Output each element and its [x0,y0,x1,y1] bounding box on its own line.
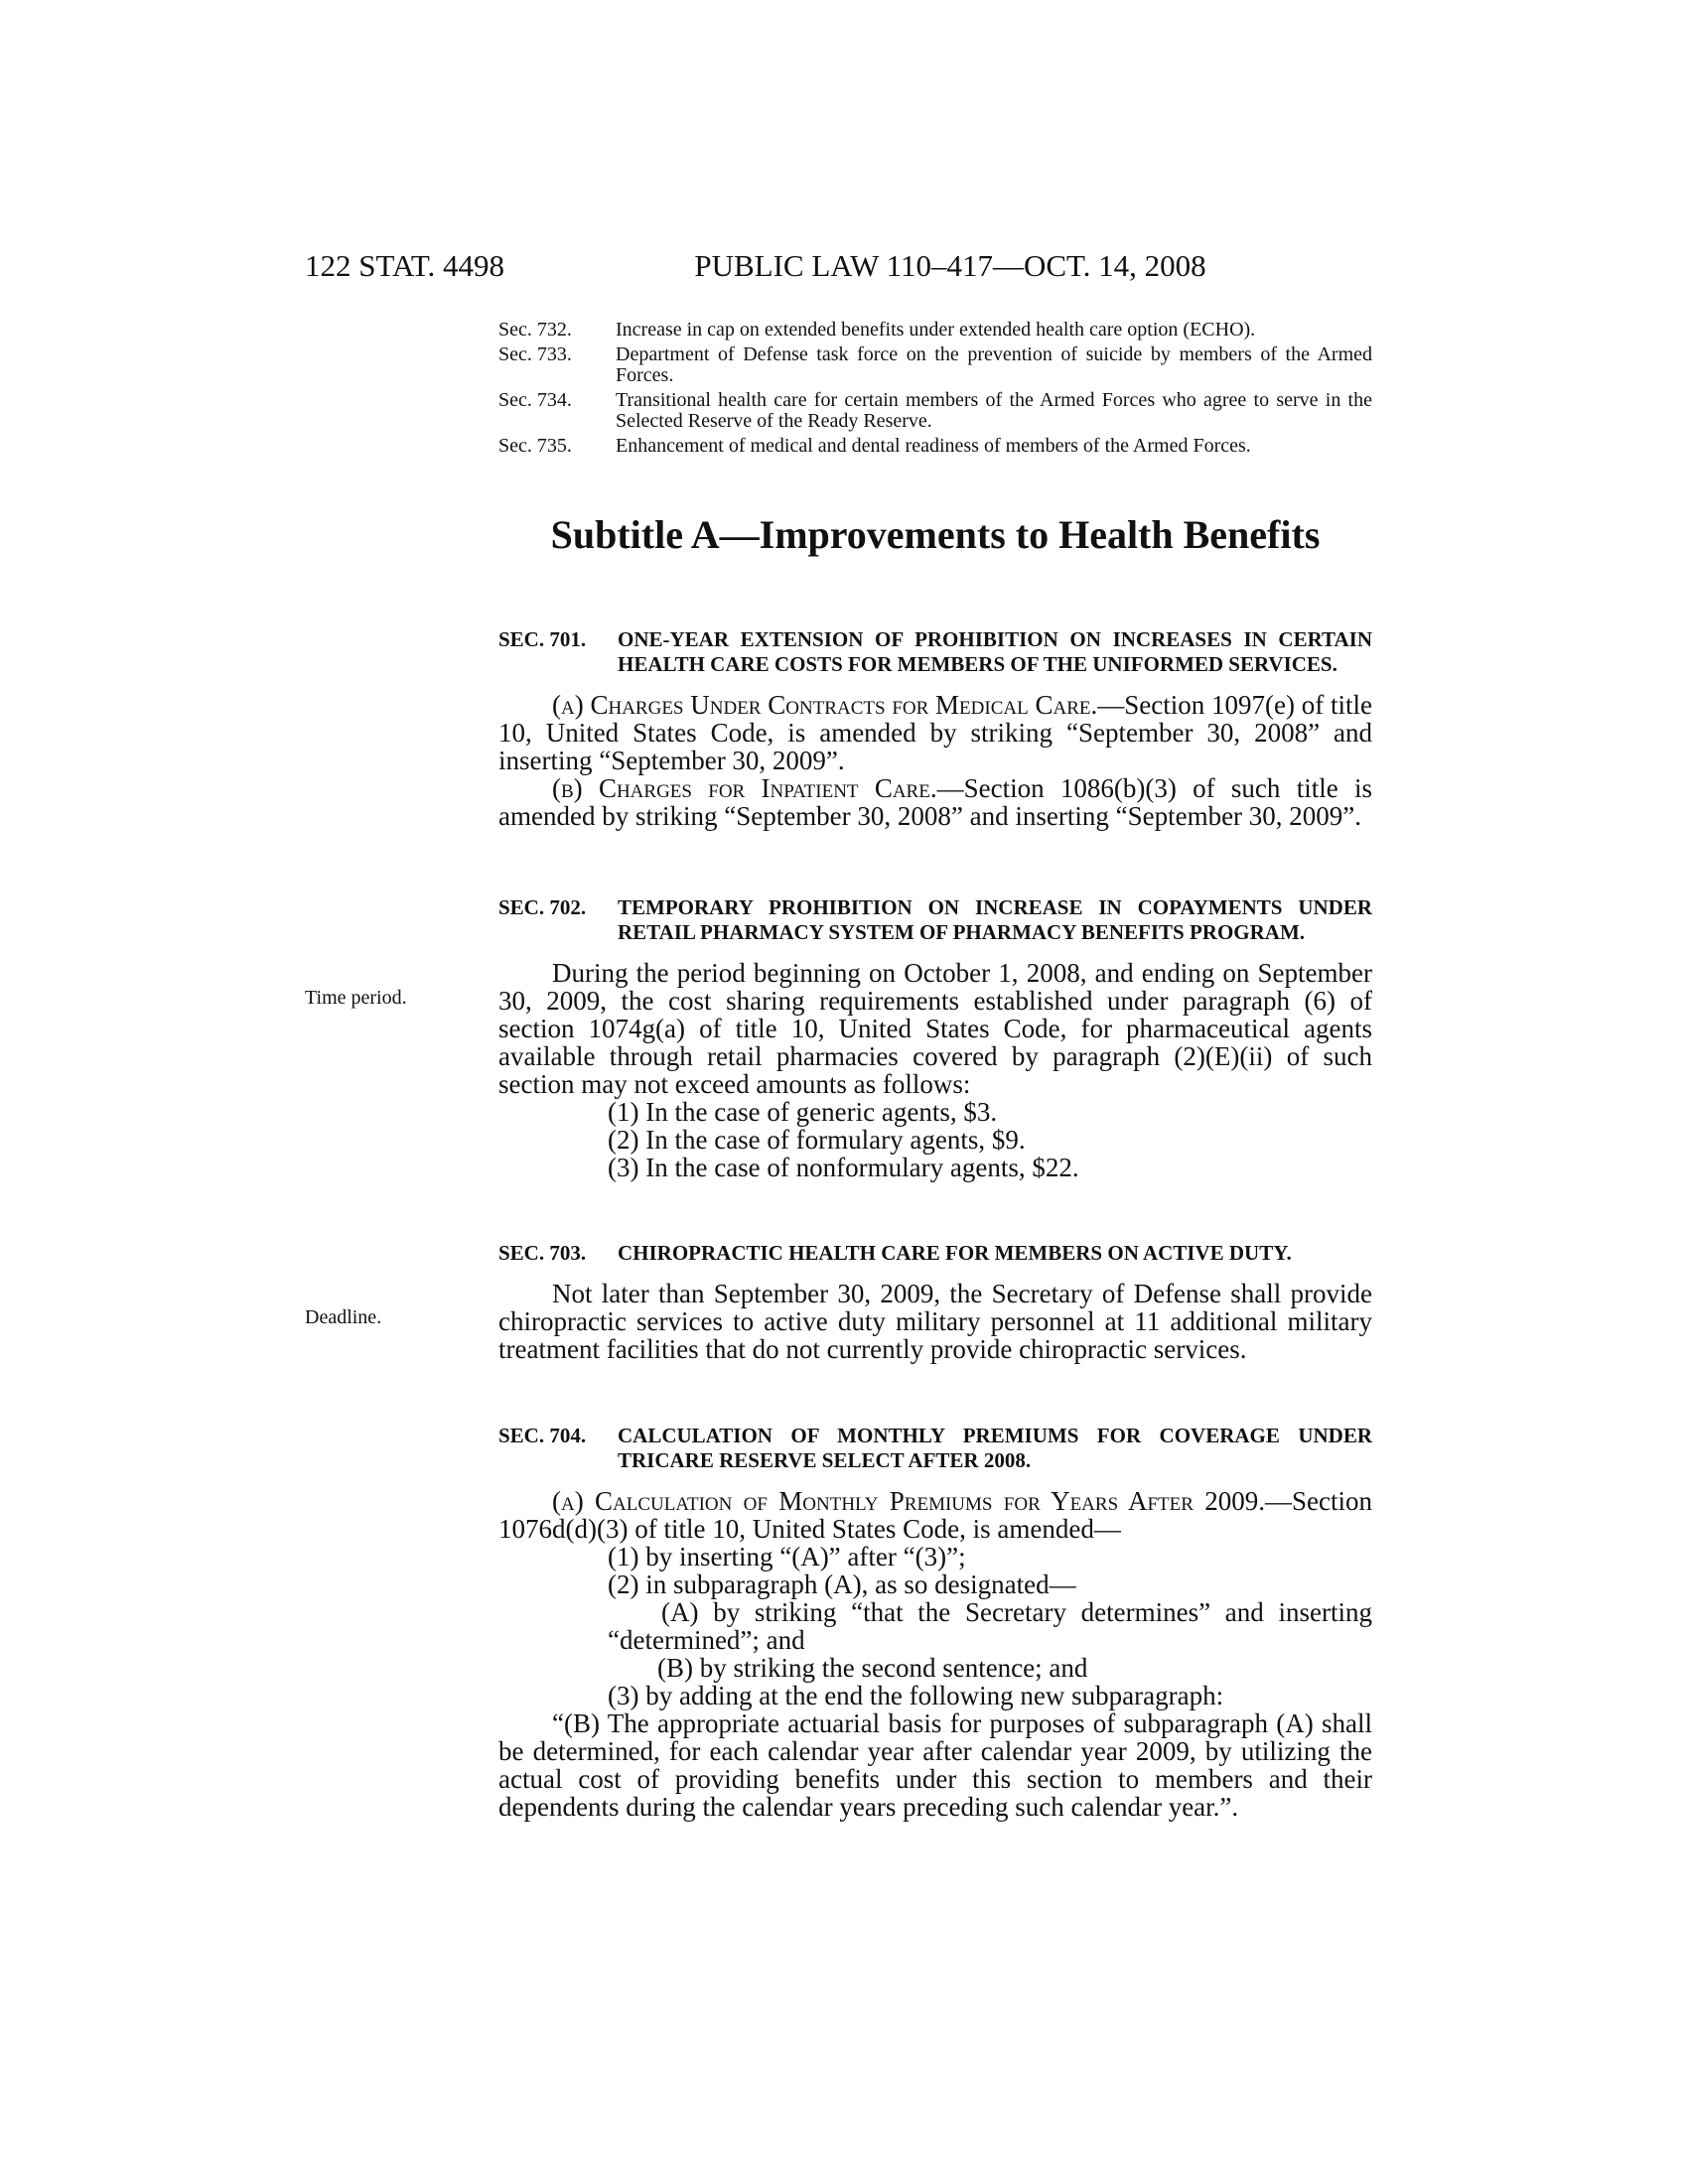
subsection-heading: (a) Charges Under Contracts for Medical Care. [552,690,1098,720]
section-number: SEC. 704. [498,1424,587,1447]
section-heading [498,1241,1372,1266]
section-title: CALCULATION OF MONTHLY PREMIUMS FOR COVERAGE UNDER TRICARE RESERVE SELECT AFTER 2008. [618,1424,1372,1472]
list-item: (3) by adding at the end the following new subparagraph: [608,1681,1224,1710]
section-702 [498,895,1372,1181]
paragraph-text: During the period beginning on October 1, 2008, and ending on September 30, 2009, the cost sharing requirements established under paragraph (6) of section 1074g(a) of title 10, United States Code, for pharmaceutical agents available through retail pharmacies covered by paragraph (2)(E)(ii) of such section may not exceed amounts as follows: [498,958,1372,1099]
section-heading [498,1424,1372,1473]
subsection-heading: (a) Calculation of Monthly Premiums for Years After 2009. [552,1486,1265,1516]
section-body [498,1280,1372,1363]
section-704 [498,1424,1372,1821]
paragraph-text: Not later than September 30, 2009, the Secretary of Defense shall provide chiropractic services to active duty military personnel at 11 additional military treatment facilities that do not currently provide chiropractic services. [498,1279,1372,1364]
subtitle-heading: Subtitle A—Improvements to Health Benefits [550,512,1321,557]
paragraph-text: —Section 1076d(d)(3) of title 10, United States Code, is amended— [498,1486,1372,1544]
section-body [498,691,1372,830]
margin-note-time-period: Time period. [305,987,407,1009]
toc-text: Increase in cap on extended benefits under extended health care option (ECHO). [616,319,1256,341]
toc-text: Enhancement of medical and dental readiness of members of the Armed Forces. [616,435,1251,457]
section-703 [498,1241,1372,1363]
paragraph-text: —Section 1097(e) of title 10, United States Code, is amended by striking “September 30, 2008” and inserting “September 30, 2009”. [498,690,1372,775]
paragraph-text: —Section 1086(b)(3) of such title is amended by striking “September 30, 2008” and inserting “September 30, 2009”. [498,773,1372,831]
public-law-title: PUBLIC LAW 110–417—OCT. 14, 2008 [694,248,1206,283]
toc-item [498,344,1372,386]
list-item: (B) by striking the second sentence; and [657,1653,1088,1683]
section-title: ONE-YEAR EXTENSION OF PROHIBITION ON INCREASES IN CERTAIN HEALTH CARE COSTS FOR MEMBERS OF THE UNIFORMED SERVICES. [618,627,1372,676]
toc-number: Sec. 734. [498,389,572,411]
stat-page-number: 122 STAT. 4498 [305,248,505,283]
list-item: (1) by inserting “(A)” after “(3)”; [608,1542,966,1571]
section-heading [498,627,1372,677]
toc-item [498,390,1372,432]
margin-note-deadline: Deadline. [305,1306,382,1328]
list-item: (2) in subparagraph (A), as so designated— [608,1570,1076,1599]
toc-number: Sec. 733. [498,343,572,365]
page-header [305,248,1377,288]
toc-text: Transitional health care for certain members of the Armed Forces who agree to serve in the Selected Reserve of the Ready Reserve. [616,389,1372,432]
section-body [498,959,1372,1181]
toc-text: Department of Defense task force on the prevention of suicide by members of the Armed Forces. [616,343,1372,386]
paragraph [498,691,1372,774]
toc-item [498,320,1372,341]
section-number: SEC. 702. [498,895,587,919]
section-title: CHIROPRACTIC HEALTH CARE FOR MEMBERS ON ACTIVE DUTY. [618,1241,1292,1265]
toc-number: Sec. 735. [498,435,572,457]
toc-number: Sec. 732. [498,319,572,341]
list-item: (A) by striking “that the Secretary determines” and inserting “determined”; and [608,1597,1372,1655]
section-number: SEC. 701. [498,627,587,651]
list-item: (3) In the case of nonformulary agents, $22. [608,1153,1079,1182]
table-of-contents [498,320,1372,461]
list-item: (1) In the case of generic agents, $3. [608,1097,998,1127]
paragraph [498,1487,1372,1543]
toc-item [498,436,1372,457]
section-701 [498,627,1372,830]
section-number: SEC. 703. [498,1241,587,1265]
paragraph [498,774,1372,830]
subsection-heading: (b) Charges for Inpatient Care. [552,773,937,803]
section-title: TEMPORARY PROHIBITION ON INCREASE IN COPAYMENTS UNDER RETAIL PHARMACY SYSTEM OF PHARMACY BENEFITS PROGRAM. [618,895,1372,944]
quoted-subparagraph: “(B) The appropriate actuarial basis for purposes of subparagraph (A) shall be determined, for each calendar year after calendar year 2009, by utilizing the actual cost of providing benefits under this section to members and their dependents during the calendar years preceding such calendar year.”. [498,1708,1372,1822]
list-item: (2) In the case of formulary agents, $9. [608,1125,1026,1155]
section-body [498,1487,1372,1821]
section-heading [498,895,1372,945]
